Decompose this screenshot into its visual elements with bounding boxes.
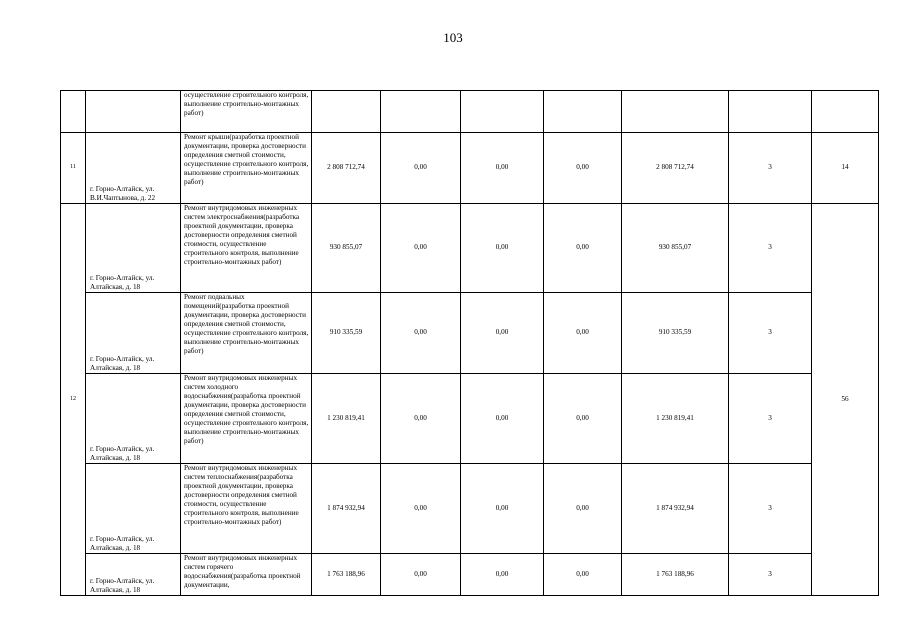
value-cell: 0,00: [544, 293, 622, 374]
total-cost-cell: 1 874 932,94: [312, 464, 381, 554]
work-description: Ремонт крыши(разработка проектной документации, проверка достоверности определения сметной стоимости, осуществление строительного контроля, выполнение строительно-монтажных работ): [181, 133, 312, 204]
address-cell: г. Горно-Алтайск, ул. Алтайская, д. 18: [86, 464, 181, 554]
value-cell: 0,00: [461, 374, 544, 464]
page-number: 103: [443, 30, 463, 45]
value-cell: 3: [729, 293, 812, 374]
total-cost-cell: 910 335,59: [312, 293, 381, 374]
work-description: Ремонт внутридомовых инженерных систем электроснабжения(разработка проектной документации, проверка достоверности определения сметной стоимости, осуществление строительного контроля, выполнение строительно-монтажных работ): [181, 204, 312, 293]
value-cell: 0,00: [381, 464, 461, 554]
value-cell: 3: [729, 464, 812, 554]
capital-repair-table: [60, 90, 879, 596]
value-cell: 0,00: [381, 293, 461, 374]
value-cell: 0,00: [544, 133, 622, 204]
address-cell: г. Горно-Алтайск, ул. Алтайская, д. 18: [86, 293, 181, 374]
regional-funds-cell: 930 855,07: [622, 204, 729, 293]
total-cost-cell: 2 808 712,74: [312, 133, 381, 204]
row-number: 12: [61, 204, 86, 596]
work-description: Ремонт внутридомовых инженерных систем холодного водоснабжения(разработка проектной документации, проверка достоверности определения сметной стоимости, осуществление строительного контроля, выполнение строительно-монтажных работ): [181, 374, 312, 464]
address-cell: г. Горно-Алтайск, ул. В.И.Чаптынова, д. 22: [86, 133, 181, 204]
work-description: осуществление строительного контроля, выполнение строительно-монтажных работ): [181, 91, 312, 133]
value-cell: 0,00: [461, 133, 544, 204]
value-cell: 3: [729, 204, 812, 293]
total-cost-cell: 1 230 819,41: [312, 374, 381, 464]
address-cell: г. Горно-Алтайск, ул. Алтайская, д. 18: [86, 554, 181, 596]
value-cell: 0,00: [544, 204, 622, 293]
value-cell: 3: [729, 133, 812, 204]
value-cell: 0,00: [381, 204, 461, 293]
value-cell: 3: [729, 374, 812, 464]
value-cell: 56: [812, 204, 879, 596]
table-row: [61, 204, 879, 293]
work-description: Ремонт подвальных помещений(разработка проектной документации, проверка достоверности определения сметной стоимости, осуществление строительного контроля, выполнение строительно-монтажных работ): [181, 293, 312, 374]
regional-funds-cell: 1 763 188,96: [622, 554, 729, 596]
row-number: 11: [61, 133, 86, 204]
table-row: [61, 464, 879, 554]
address-cell: г. Горно-Алтайск, ул. Алтайская, д. 18: [86, 374, 181, 464]
table-row: [61, 374, 879, 464]
work-description: [181, 554, 312, 596]
value-cell: 0,00: [381, 374, 461, 464]
value-cell: 0,00: [544, 374, 622, 464]
regional-funds-cell: 2 808 712,74: [622, 133, 729, 204]
total-cost-cell: 1 763 188,96: [312, 554, 381, 596]
total-cost-cell: 930 855,07: [312, 204, 381, 293]
value-cell: 0,00: [381, 554, 461, 596]
regional-funds-cell: 910 335,59: [622, 293, 729, 374]
regional-funds-cell: 1 230 819,41: [622, 374, 729, 464]
value-cell: 0,00: [461, 204, 544, 293]
value-cell: 0,00: [544, 464, 622, 554]
value-cell: 0,00: [461, 293, 544, 374]
table-row-continued: [61, 91, 879, 133]
address-cell: г. Горно-Алтайск, ул. Алтайская, д. 18: [86, 204, 181, 293]
value-cell: 3: [729, 554, 812, 596]
work-description-text: Ремонт внутридомовых инженерных систем горячего водоснабжения(разработка проектной документации,: [184, 554, 301, 590]
value-cell: 14: [812, 133, 879, 204]
value-cell: 0,00: [544, 554, 622, 596]
table-row-cut: [61, 554, 879, 596]
work-description: Ремонт внутридомовых инженерных систем теплоснабжения(разработка проектной документации, проверка достоверности определения сметной стоимости, осуществление строительного контроля, выполнение строительно-монтажных работ): [181, 464, 312, 554]
table-row: [61, 133, 879, 204]
value-cell: 0,00: [461, 554, 544, 596]
value-cell: 0,00: [381, 133, 461, 204]
value-cell: 0,00: [461, 464, 544, 554]
regional-funds-cell: 1 874 932,94: [622, 464, 729, 554]
table-row: [61, 293, 879, 374]
